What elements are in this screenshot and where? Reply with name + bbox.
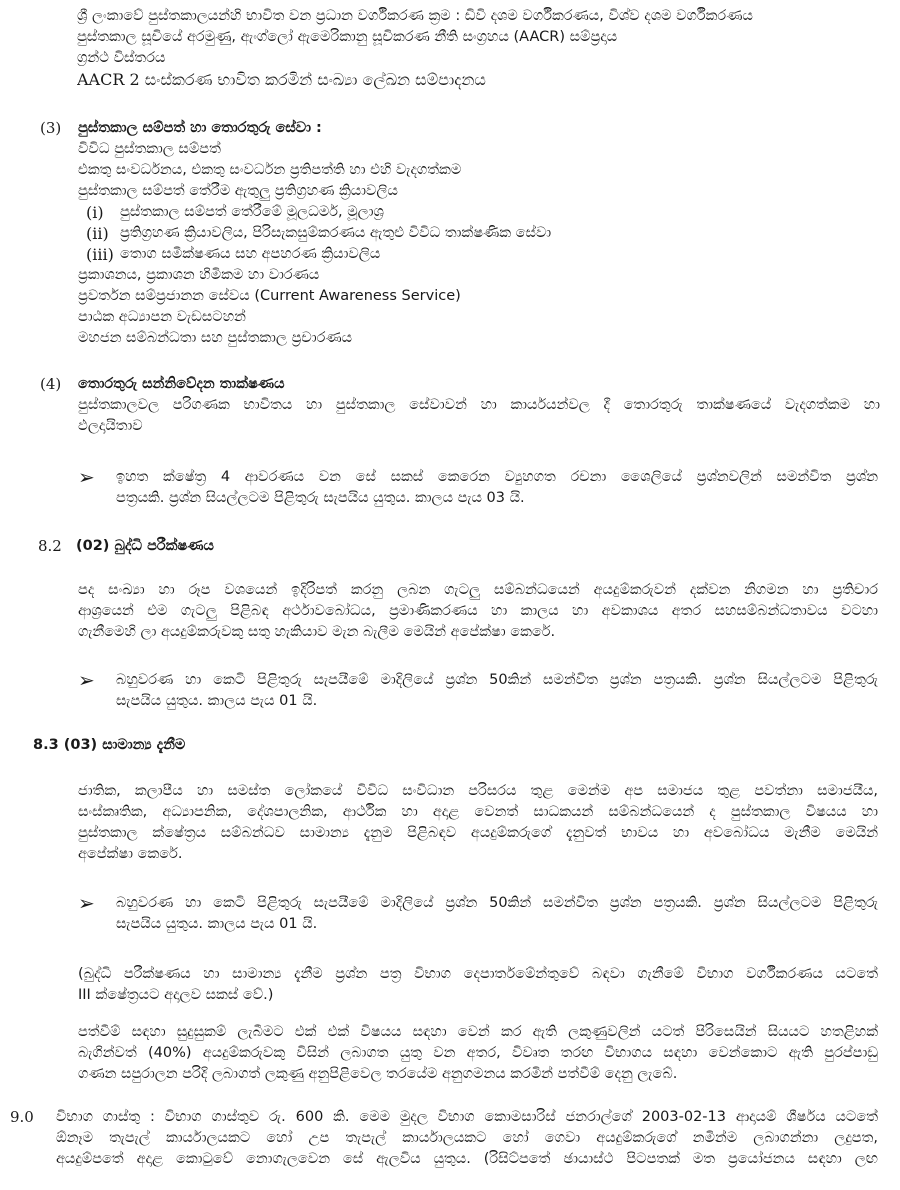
bullet-1: [78, 467, 878, 509]
section-4-line-2: ඵලදායිතාව: [78, 418, 143, 434]
section-8-3-body: [78, 781, 878, 865]
arrow-bullet-icon: ➢: [78, 668, 95, 692]
section-8-2-title: (02) බුද්ධි පරීක්ෂණය: [76, 538, 214, 554]
intro-line-3: ග්‍රන්ථ විස්තරය: [77, 50, 166, 66]
section-3: [40, 118, 880, 349]
pass-line-3: ගණන සපුරාලන පරිදි ලබාගත් ලකුණු අනුපිළිවෙල තරයේම අනුගමනය කරමින් පත්වීම් දෙනු ලැබේ.: [78, 1066, 678, 1082]
section-9-0-line-2: ඕනෑම තැපැල් කාර්යාලයකට හෝ උප තැපැල් කාර්යාලයකට හෝ ගෙවා අයදුම්කරුගේ නමින්ම ලබාගන්නා ලදුපත,: [56, 1130, 878, 1146]
note-line-1: (බුද්ධි පරීක්ෂණය හා සාමාන්‍ය දැනීම ප්‍රශ්න පත්‍ර විභාග දෙපාර්තමේන්තුවේ බඳවා ගැනීමේ විභාග වර්ගීකරණය යටතේ: [78, 966, 878, 982]
section-3-line-1: විවිධ පුස්තකාල සම්පත්: [78, 141, 221, 157]
section-8-3-title: 8.3 (03) සාමාන්‍ය දැනීම: [33, 737, 186, 753]
intro-line-1: ශ්‍රී ලංකාවේ පුස්තකාලයන්හි භාවිත වන ප්‍රධාන වර්ගීකරණ ක්‍රම : ඩිවි දශම වර්ගීකරණය, විශ්ව දශම වර්ගීකරණය: [77, 8, 753, 24]
exam-classification-note: [78, 964, 878, 1006]
section-8-2-heading: [38, 536, 878, 557]
bullet-1-line-1: ඉහත ක්ෂේත්‍ර 4 ආවරණය වන සේ සකස් කෙරෙන ව්‍යුහගත රචනා ශෛලියේ ප්‍රශ්නවලින් සමන්විත ප්‍රශ්න: [116, 469, 878, 485]
section-3-line-6: පාඨක අධ්‍යාපන වැඩසටහන්: [78, 309, 246, 325]
section-8-2-line-2: ආශ්‍රයෙන් එම ගැටලු පිළිබඳ අර්ථාවබෝධය, ප්‍රමාණිකරණය හා කාලය හා අවකාශය අතර සහසම්බන්ධතාවය වටහා: [78, 603, 878, 619]
bullet-1-line-2: පත්‍රයකි. ප්‍රශ්න සියල්ලටම පිළිතුරු සැපයිය යුතුය. කාලය පැය 03 යි.: [116, 490, 525, 506]
section-4-number: (4): [40, 375, 62, 393]
section-8-3-line-1: ජාතික, කලාපීය හා සමස්ත ලෝකයේ විවිධ සංවිධාන පරිසරය තුළ මෙන්ම අප සමාජය තුළ පවත්නා සමාජයීය,: [78, 783, 878, 799]
section-8-2-body: [78, 580, 878, 643]
pass-line-2: බැගින්වත් (40%) අයදුම්කරුවකු විසින් ලබාගත යුතු වන අතර, විවෘත තරඟ විභාගය සඳහා වෙන්කොට ඇති පුරප්පාඩු: [78, 1045, 878, 1061]
sub-item-ii: (ii) ප්‍රතිග්‍රහණ ක්‍රියාවලිය, පිරිසැකසුම්කරණය ඇතුළු විවිධ තාක්ෂණික සේවා: [86, 224, 552, 243]
section-3-line-3: පුස්තකාල සම්පත් තේරීම ඇතුලු ප්‍රතිග්‍රහණ ක්‍රියාවලිය: [78, 183, 398, 199]
section-8-3-line-3: පුස්තකාල ක්ෂේත්‍රය සම්බන්ධව සාමාන්‍ය දැනුම පිළිබඳව අයදුම්කරුගේ දැනුවත් භාවය හා අවබෝධය මැනීම මෙයින්: [78, 825, 878, 841]
pass-criteria-paragraph: [78, 1022, 878, 1085]
arrow-bullet-icon: ➢: [78, 465, 95, 489]
bullet-3-line-2: සැපයිය යුතුය. කාලය පැය 01 යි.: [116, 916, 318, 932]
bullet-2-line-1: බහුවරණ හා කෙටි පිළිතුරු සැපයීමේ මාදිලියේ ප්‍රශ්න 50කින් සමන්විත ප්‍රශ්න පත්‍රයකි. ප්‍රශ්න සියල්ලටම පිළිතුරු: [116, 672, 878, 688]
note-line-2: III ක්ෂේත්‍රයට අදාලව සකස් වේ.): [78, 987, 274, 1003]
section-3-line-7: මහජන සම්බන්ධතා සහ පුස්තකාල ප්‍රචාරණය: [78, 330, 353, 346]
section-8-3-line-2: සංස්කෘතික, අධ්‍යාපනික, දේශපාලනික, ආර්ථික හා අදාළ වෙනත් සාධකයන් සම්බන්ධයෙන් ද පුස්තකාල විෂයය හා: [78, 804, 878, 820]
section-3-line-2: එකතු සංවර්ධනය, එකතු සංවර්ධන ප්‍රතිපත්ති හා එහි වැදගත්කම: [78, 162, 462, 178]
section-9-0-number: 9.0: [10, 1108, 34, 1126]
section-3-heading: [40, 118, 880, 139]
section-4-heading: [40, 374, 880, 395]
section-4: [40, 374, 880, 437]
section-8-2-line-1: පද සංඛ්‍යා හා රූප වශයෙන් ඉදිරිපත් කරනු ලබන ගැටලු සම්බන්ධයෙන් අයදුම්කරුවන් දක්වන නිගමන හා ප්‍රතිචාර: [78, 582, 878, 598]
section-3-line-5: ප්‍රවර්තන සම්ප්‍රජානන සේවය (Current Awareness Service): [78, 288, 461, 304]
section-8-3-line-4: අපේක්ෂා කෙරේ.: [78, 846, 183, 862]
section-8-3-heading: [33, 735, 873, 756]
section-4-title: තොරතුරු සන්නිවේදන තාක්ෂණය: [78, 376, 285, 392]
section-9-0-line-1: විභාග ගාස්තු : විභාග ගාස්තුව රු. 600 කි. මෙම මුදල විභාග කොමසාරිස් ජනරාල්ගේ 2003-02-13 ආදායම් ශීර්ෂය යටතේ: [56, 1109, 878, 1125]
sub-item-i: (i) පුස්තකාල සම්පත් තේරීමේ මූලධර්ම, මූලාශ්‍ර: [86, 203, 384, 222]
arrow-bullet-icon: ➢: [78, 891, 95, 915]
section-9-0-line-3: අයදුම්පතේ අදාළ කොටුවේ නොගැලවෙන සේ ඇලවිය යුතුය. (රිසිට්පතේ ඡායාස්ථ පිටපතක් මත ප්‍රයෝජනය සඳහා ලඟ: [56, 1151, 878, 1167]
section-9-0: [10, 1107, 878, 1170]
intro-line-2: පුස්තකාල සූචියේ අරමුණු, ඇංග්ලෝ ඇමෙරිකානු සූචිකරණ නීති සංග්‍රහය (AACR) සම්ප්‍රදාය: [77, 29, 618, 45]
section-3-number: (3): [40, 119, 62, 137]
bullet-3: [78, 893, 878, 935]
bullet-3-line-1: බහුවරණ හා කෙටි පිළිතුරු සැපයීමේ මාදිලියේ ප්‍රශ්න 50කින් සමන්විත ප්‍රශ්න පත්‍රයකි. ප්‍රශ්න සියල්ලටම පිළිතුරු: [116, 895, 878, 911]
bullet-2: [78, 670, 878, 712]
section-4-line-1: පුස්තකාලවල පරිගණක භාවිතය හා පුස්තකාල සේවාවන් හා කාර්යයන්වල දී තොරතුරු තාක්ෂණයේ වැදගත්කම හා: [78, 397, 880, 413]
section-3-line-4: ප්‍රකාශනය, ප්‍රකාශන හිමිකම හා වාරණය: [78, 267, 320, 283]
section-8-2-line-3: ගැනීමෙහි ලා අයදුම්කරුවකු සතු හැකියාව මැන බැලීම මෙයින් අපේක්ෂා කෙරේ.: [78, 624, 556, 640]
intro-line-4: AACR 2 සංස්කරණ භාවිත කරමින් සංඛ්‍යා ලේඛන සම්පාදනය: [77, 70, 486, 89]
section-3-title: පුස්තකාල සම්පත් හා තොරතුරු සේවා :: [78, 120, 322, 136]
intro-lines: [77, 6, 877, 90]
section-8-2-number: 8.2: [38, 537, 62, 555]
sub-item-iii: (iii) තොග සමීක්ෂණය සහ අපහරණ ක්‍රියාවලිය: [86, 245, 381, 264]
bullet-2-line-2: සැපයිය යුතුය. කාලය පැය 01 යි.: [116, 693, 318, 709]
pass-line-1: පත්වීම් සඳහා සුදුසුකම් ලැබීමට එක් එක් විෂයය සඳහා වෙන් කර ඇති ලකුණුවලින් යටත් පිරිසෙයින් සියයට හතළිහක්: [78, 1024, 878, 1040]
